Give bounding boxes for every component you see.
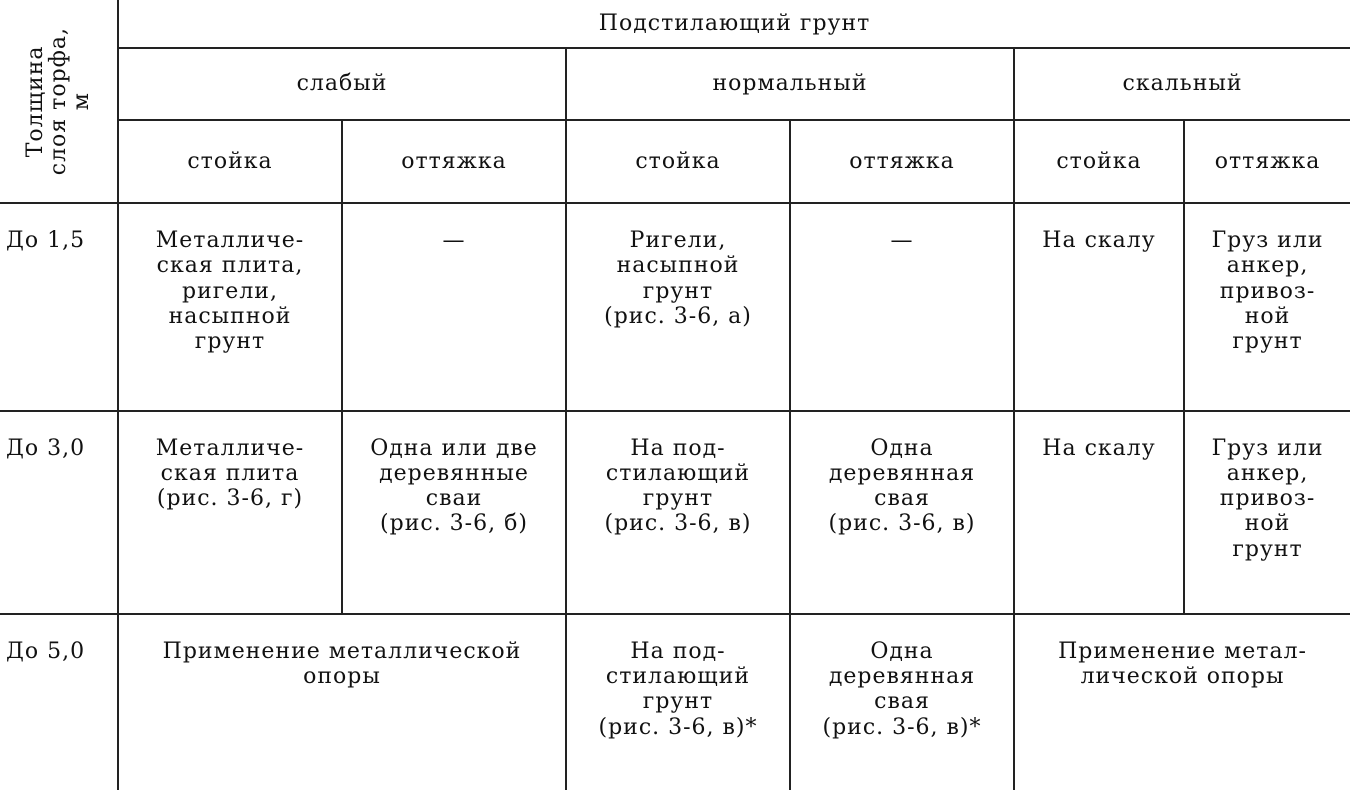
normal-guy-cell: Одна деревянная свая (рис. 3-6, в)* — [790, 614, 1014, 790]
normal-post-cell: Ригели, насыпной грунт (рис. 3-6, а) — [566, 203, 790, 410]
sub-header-guy: оттяжка — [342, 120, 566, 203]
weak-merged-cell: Применение металлической опоры — [118, 614, 566, 790]
normal-post-cell: На под- стилающий грунт (рис. 3-6, в) — [566, 411, 790, 614]
rock-post-cell: На скалу — [1014, 411, 1184, 614]
weak-post-cell: Металличе- ская плита (рис. 3-6, г) — [118, 411, 342, 614]
thickness-cell: До 5,0 — [0, 614, 118, 790]
sub-header-guy: оттяжка — [790, 120, 1014, 203]
sub-header-guy: оттяжка — [1184, 120, 1350, 203]
sub-header-post: стойка — [1014, 120, 1184, 203]
weak-guy-cell: Одна или две деревянные сваи (рис. 3-6, б) — [342, 411, 566, 614]
normal-post-cell: На под- стилающий грунт (рис. 3-6, в)* — [566, 614, 790, 790]
soil-type-rock: скальный — [1014, 48, 1350, 121]
weak-post-cell: Металличе- ская плита, ригели, насыпной грунт — [118, 203, 342, 410]
table-row — [0, 614, 1350, 790]
table-row — [0, 411, 1350, 614]
normal-guy-cell: — — [790, 203, 1014, 410]
soil-type-weak: слабый — [118, 48, 566, 121]
rock-guy-cell: Груз или анкер, привоз- ной грунт — [1184, 411, 1350, 614]
sub-header-post: стойка — [118, 120, 342, 203]
normal-guy-cell: Одна деревянная свая (рис. 3-6, в) — [790, 411, 1014, 614]
row-header-cell — [0, 0, 118, 203]
thickness-cell: До 1,5 — [0, 203, 118, 410]
sub-header-post: стойка — [566, 120, 790, 203]
rock-merged-cell: Применение метал- лической опоры — [1014, 614, 1350, 790]
peat-thickness-label: Толщина слоя торфа, м — [22, 26, 95, 176]
weak-guy-cell: — — [342, 203, 566, 410]
soil-type-normal: нормальный — [566, 48, 1014, 121]
group-header-subsoil: Подстилающий грунт — [118, 0, 1350, 48]
table-row — [0, 203, 1350, 410]
rock-post-cell: На скалу — [1014, 203, 1184, 410]
rock-guy-cell: Груз или анкер, привоз- ной грунт — [1184, 203, 1350, 410]
thickness-cell: До 3,0 — [0, 411, 118, 614]
